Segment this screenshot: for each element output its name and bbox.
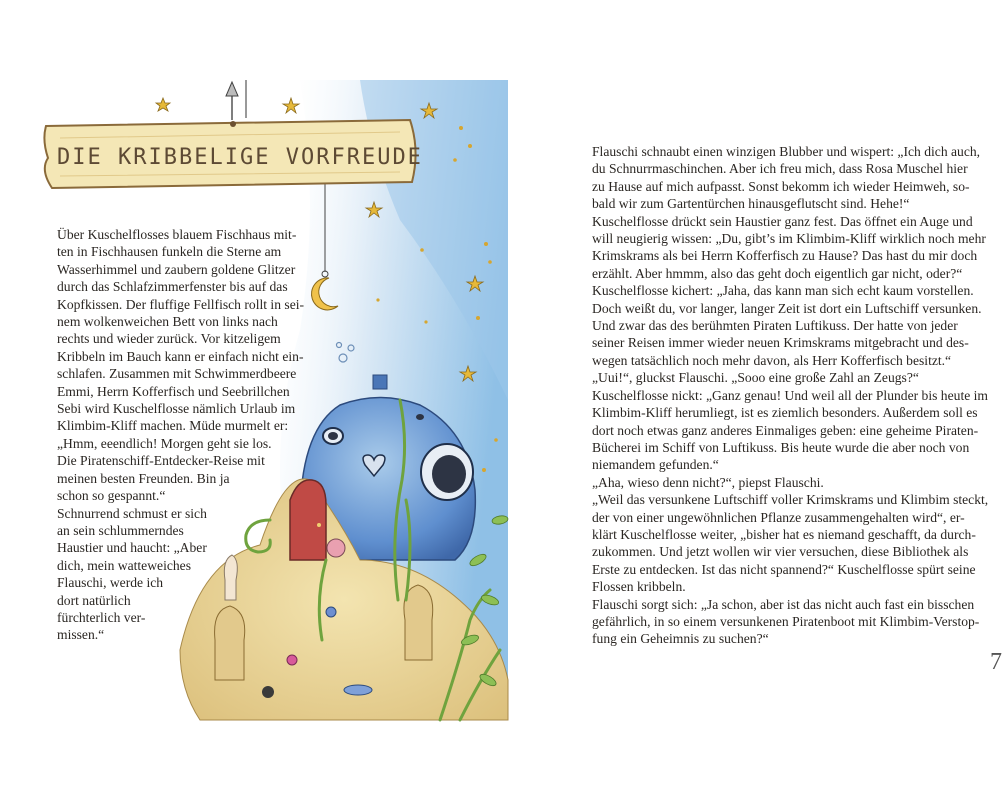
text-line: Kuschelflosse kichert: „Jaha, das kann man sich echt kaum vorstellen. [592, 283, 974, 299]
text-line: dich, mein watteweiches [57, 557, 191, 573]
text-line: niemandem gefunden.“ [592, 457, 719, 473]
text-line: Klimbim-Kliff herumliegt, ist es ziemlich besonders. Außerdem soll es [592, 405, 978, 421]
text-line: „Weil das versunkene Luftschiff voller Krimskrams und Klimbim steckt, [592, 492, 989, 508]
text-line: Klimbim-Kliff machen. Müde murmelt er: [57, 418, 289, 434]
text-line: bald wir zum Gartentürchen hinausgeflutscht sind. Hehe!“ [592, 196, 910, 212]
text-line: Und zwar das des berühmten Piraten Luftikuss. Der hatte von jeder [592, 318, 958, 334]
text-line: Kuschelflosse nickt: „Ganz genau! Und weil all der Plunder bis heute im [592, 387, 988, 403]
text-line: erzählt. Aber hmmm, also das geht doch eigentlich gar nicht, oder?“ [592, 265, 963, 281]
text-line: rechts und wieder zurück. Vor kitzeligem [57, 331, 281, 347]
text-line: klärt Kuschelflosse weiter, „bisher hat es niemand geschafft, da durch- [592, 526, 976, 542]
text-line: Wasserhimmel und zaubern goldene Glitzer [57, 261, 296, 277]
text-line: dort noch etwas ganz anderes Einmaliges geben: eine geheime Piraten- [592, 422, 979, 438]
text-line: nem wolkenweichen Bett von links nach [57, 314, 278, 330]
text-line: an sein schlummerndes [57, 522, 184, 538]
text-line: Sebi wird Kuschelflosse nämlich Urlaub im [57, 401, 296, 417]
text-line: Emmi, Herrn Kofferfisch und Seebrillchen [57, 383, 290, 399]
text-line: Kuschelflosse drückt sein Haustier ganz fest. Das öffnet ein Auge und [592, 213, 973, 229]
text-line: Flauschi schnaubt einen winzigen Blubber und wispert: „Ich dich auch, [592, 144, 981, 159]
right-page-text [592, 143, 989, 648]
text-line: Erste zu entdecken. Ist das nicht spannend?“ Kuschelflosse spürt seine [592, 561, 976, 577]
text-line: zukommen. Und jetzt wollen wir vier versuchen, diese Bibliothek als [592, 544, 969, 560]
chapter-title: Die Kribbelige Vorfreude [57, 145, 423, 170]
text-line: Haustier und haucht: „Aber [57, 540, 207, 556]
text-line: Doch weißt du, vor langer, langer Zeit ist dort ein Luftschiff versunken. [592, 300, 982, 316]
text-line: Schnurrend schmust er sich [57, 505, 207, 521]
text-line: Flossen kribbeln. [592, 579, 686, 595]
text-line: schon so gespannt.“ [57, 488, 166, 504]
text-line: fürchterlich ver- [57, 609, 146, 625]
text-line: dort natürlich [57, 592, 131, 608]
text-line: fung ein Geheimnis zu suchen?“ [592, 631, 769, 647]
text-line: Krimskrams als bei Herrn Kofferfisch zu Hause? Das hast du mir doch [592, 248, 978, 264]
text-line: will neugierig wissen: „Du, gibt’s im Klimbim-Kliff wirklich noch mehr [592, 231, 986, 247]
text-line: ten in Fischhausen funkeln die Sterne am [57, 244, 282, 260]
text-line: gefährlich, in so einem versunkenen Piratenboot mit Klimbim-Verstop- [592, 613, 980, 629]
text-line: „Hmm, eeendlich! Morgen geht sie los. [57, 435, 272, 451]
text-line: der von einer ungewöhnlichen Pflanze zusammengehalten wird“, er- [592, 509, 965, 525]
text-line: durch das Schlafzimmerfenster bis auf das [57, 279, 288, 295]
text-line: wegen tatsächlich noch mehr davon, als Herr Kofferfisch besitzt.“ [592, 352, 952, 368]
text-line: Bücherei im Schiff von Luftikuss. Bis heute wurde die aber noch von [592, 439, 970, 455]
text-line: du Schnurrmaschinchen. Aber ich freu mich, dass Rosa Muschel hier [592, 161, 968, 177]
text-line: missen.“ [57, 627, 105, 643]
text-line: Über Kuschelflosses blauem Fischhaus mit- [57, 227, 297, 242]
text-line: zu Hause auf mich aufpasst. Sonst bekomm ich wieder Heimweh, so- [592, 178, 970, 194]
text-line: schlafen. Zusammen mit Schwimmerdbeere [57, 366, 297, 382]
text-line: Flauschi sorgt sich: „Ja schon, aber ist das nicht auch fast ein bisschen [592, 596, 975, 612]
text-line: seiner Reisen immer wieder neuen Krimskrams mitgebracht und des- [592, 335, 969, 351]
text-line: „Uui!“, gluckst Flauschi. „Sooo eine große Zahl an Zeugs?“ [592, 370, 919, 386]
text-line: Die Piratenschiff-Entdecker-Reise mit [57, 453, 265, 469]
left-page-text [57, 226, 305, 644]
text-line: „Aha, wieso denn nicht?“, piepst Flauschi. [592, 474, 824, 490]
text-line: Kopfkissen. Der fluffige Fellfisch rollt in sei- [57, 296, 305, 312]
page-number: 7 [990, 649, 1002, 675]
text-line: Kribbeln im Bauch kann er einfach nicht ein- [57, 348, 304, 364]
text-line: Flauschi, werde ich [57, 575, 164, 591]
text-line: meinen besten Freunden. Bin ja [57, 470, 230, 486]
